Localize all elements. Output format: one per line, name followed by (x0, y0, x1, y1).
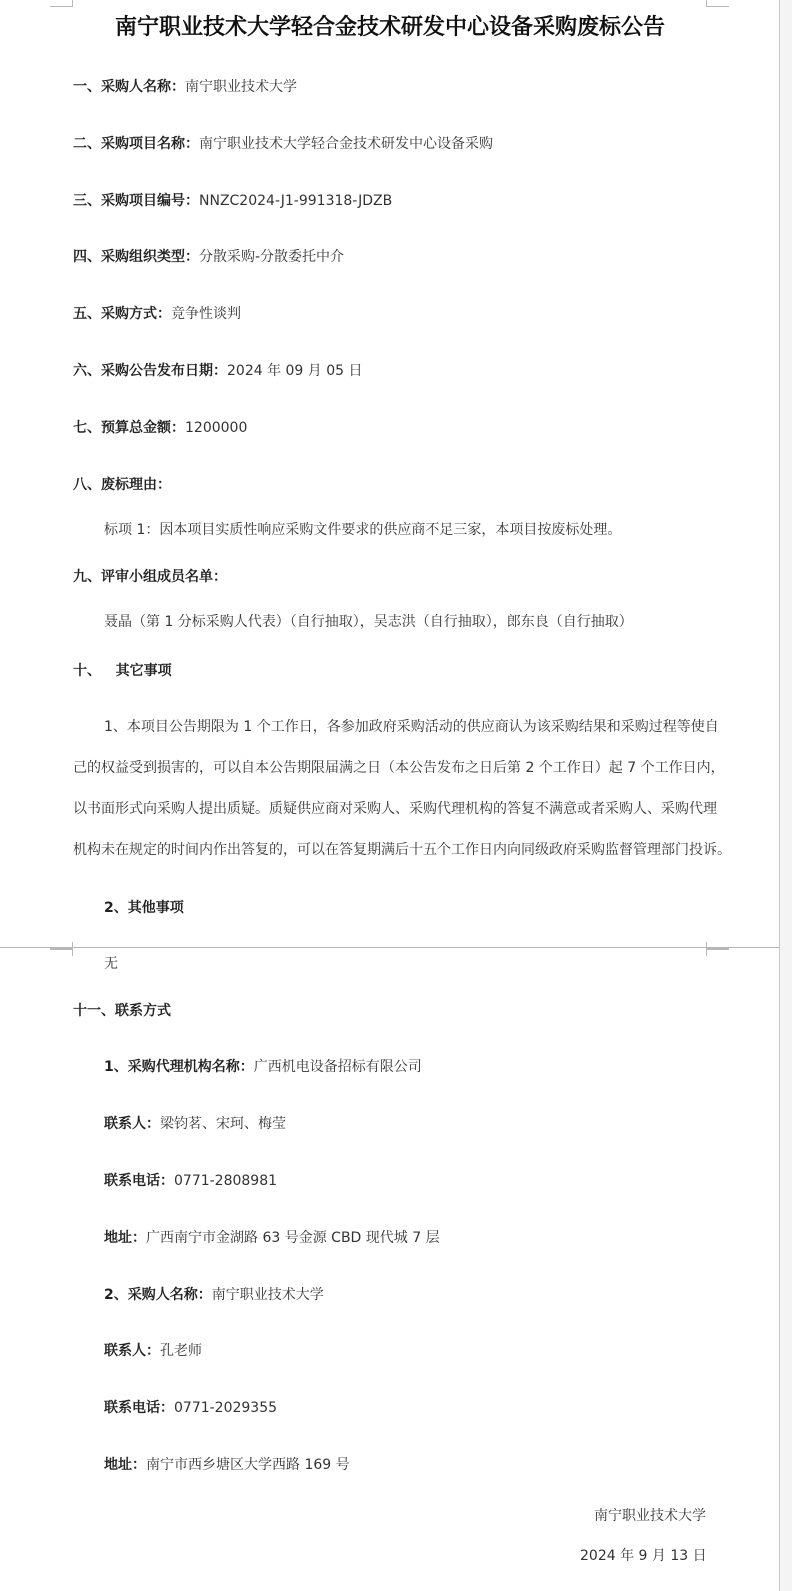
purchaser-contact-name-row (104, 1285, 324, 1305)
corner-mark-next-left (50, 949, 73, 956)
agency-contact-label: 联系人： (104, 1116, 160, 1132)
project-name-row (73, 134, 493, 154)
agency-name-label: 1、采购代理机构名称： (104, 1059, 254, 1075)
project-number-label: 三、采购项目编号： (73, 193, 199, 209)
reason-heading-row (73, 475, 171, 495)
panel-members: 聂晶（第 1 分标采购人代表）（自行抽取），吴志洪（自行抽取），郎东良（自行抽取） (104, 614, 633, 630)
publish-date-row (73, 361, 363, 381)
project-number-row (73, 191, 392, 211)
other-paragraph-line-1: 1、本项目公告期限为 1 个工作日，各参加政府采购活动的供应商认为该采购结果和采购过程等使自 (104, 719, 719, 735)
org-type-value: 分散采购-分散委托中介 (199, 249, 345, 265)
other-paragraph-line-3: 以书面形式向采购人提出质疑。质疑供应商对采购人、采购代理机构的答复不满意或者采购人、采购代理 (73, 801, 717, 817)
purchaser-phone-value: 0771-2029355 (174, 1400, 278, 1416)
reason-heading: 八、废标理由： (73, 477, 171, 493)
purchaser-address-value: 南宁市西乡塘区大学西路 169 号 (146, 1457, 350, 1473)
reason-text: 标项 1：因本项目实质性响应采购文件要求的供应商不足三家，本项目按废标处理。 (104, 522, 622, 538)
purchaser-address-row (104, 1455, 350, 1475)
corner-mark-top-left (50, 0, 73, 7)
publish-date-value: 2024 年 09 月 05 日 (227, 363, 363, 379)
purchaser-contact-label: 联系人： (104, 1343, 160, 1359)
other-sub-heading-row (104, 898, 184, 918)
project-number-value: NNZC2024-J1-991318-JDZB (199, 193, 393, 209)
project-name-label: 二、采购项目名称： (73, 136, 199, 152)
other-paragraph-line-4: 机构未在规定的时间内作出答复的，可以在答复期满后十五个工作日内向同级政府采购监督管理部门投诉。 (73, 842, 731, 858)
budget-value: 1200000 (185, 420, 248, 436)
method-row (73, 304, 241, 324)
purchaser-name-value: 南宁职业技术大学 (185, 79, 297, 95)
agency-contact-value: 梁钧茗、宋珂、梅莹 (160, 1116, 286, 1132)
contact-heading: 十一、联系方式 (73, 1003, 171, 1019)
other-sub-heading: 2、其他事项 (104, 900, 184, 916)
purchaser-address-label: 地址： (104, 1457, 146, 1473)
page-edge (779, 0, 792, 1591)
corner-mark-next-right (706, 949, 729, 956)
agency-phone-value: 0771-2808981 (174, 1173, 278, 1189)
purchaser-contact-row (104, 1341, 202, 1361)
project-name-value: 南宁职业技术大学轻合金技术研发中心设备采购 (199, 136, 493, 152)
signature-date: 2024 年 9 月 13 日 (580, 1548, 707, 1564)
org-type-label: 四、采购组织类型： (73, 249, 199, 265)
agency-phone-row (104, 1171, 277, 1191)
agency-name-row (104, 1057, 422, 1077)
budget-row (73, 418, 247, 438)
purchaser-contact-value: 孔老师 (160, 1343, 202, 1359)
corner-mark-top-right (706, 0, 729, 7)
purchaser-name-row (73, 77, 297, 97)
purchaser-name-label: 一、采购人名称： (73, 79, 185, 95)
panel-heading: 九、评审小组成员名单： (73, 569, 227, 585)
page-break (0, 947, 780, 948)
agency-address-row (104, 1228, 440, 1248)
other-heading: 十、 其它事项 (73, 663, 172, 679)
purchaser-phone-row (104, 1398, 277, 1418)
org-type-row (73, 247, 344, 267)
agency-address-value: 广西南宁市金湖路 63 号金源 CBD 现代城 7 层 (146, 1230, 440, 1246)
publish-date-label: 六、采购公告发布日期： (73, 363, 227, 379)
contact-heading-row (73, 1001, 171, 1021)
purchaser-phone-label: 联系电话： (104, 1400, 174, 1416)
panel-heading-row (73, 567, 227, 587)
other-heading-row (73, 661, 172, 681)
agency-name-value: 广西机电设备招标有限公司 (253, 1059, 422, 1075)
purchaser-contact-name-value: 南宁职业技术大学 (211, 1287, 324, 1303)
page-title: 南宁职业技术大学轻合金技术研发中心设备采购废标公告 (114, 14, 665, 40)
other-paragraph-line-2: 己的权益受到损害的，可以自本公告期限届满之日（本公告发布之日后第 2 个工作日）起 7 个工作日内， (73, 760, 725, 776)
method-label: 五、采购方式： (73, 306, 171, 322)
signature-org: 南宁职业技术大学 (594, 1508, 706, 1524)
other-sub-value: 无 (104, 956, 118, 972)
agency-phone-label: 联系电话： (104, 1173, 174, 1189)
budget-label: 七、预算总金额： (73, 420, 185, 436)
method-value: 竞争性谈判 (171, 306, 241, 322)
agency-address-label: 地址： (104, 1230, 146, 1246)
purchaser-contact-name-label: 2、采购人名称： (104, 1287, 212, 1303)
agency-contact-row (104, 1114, 286, 1134)
